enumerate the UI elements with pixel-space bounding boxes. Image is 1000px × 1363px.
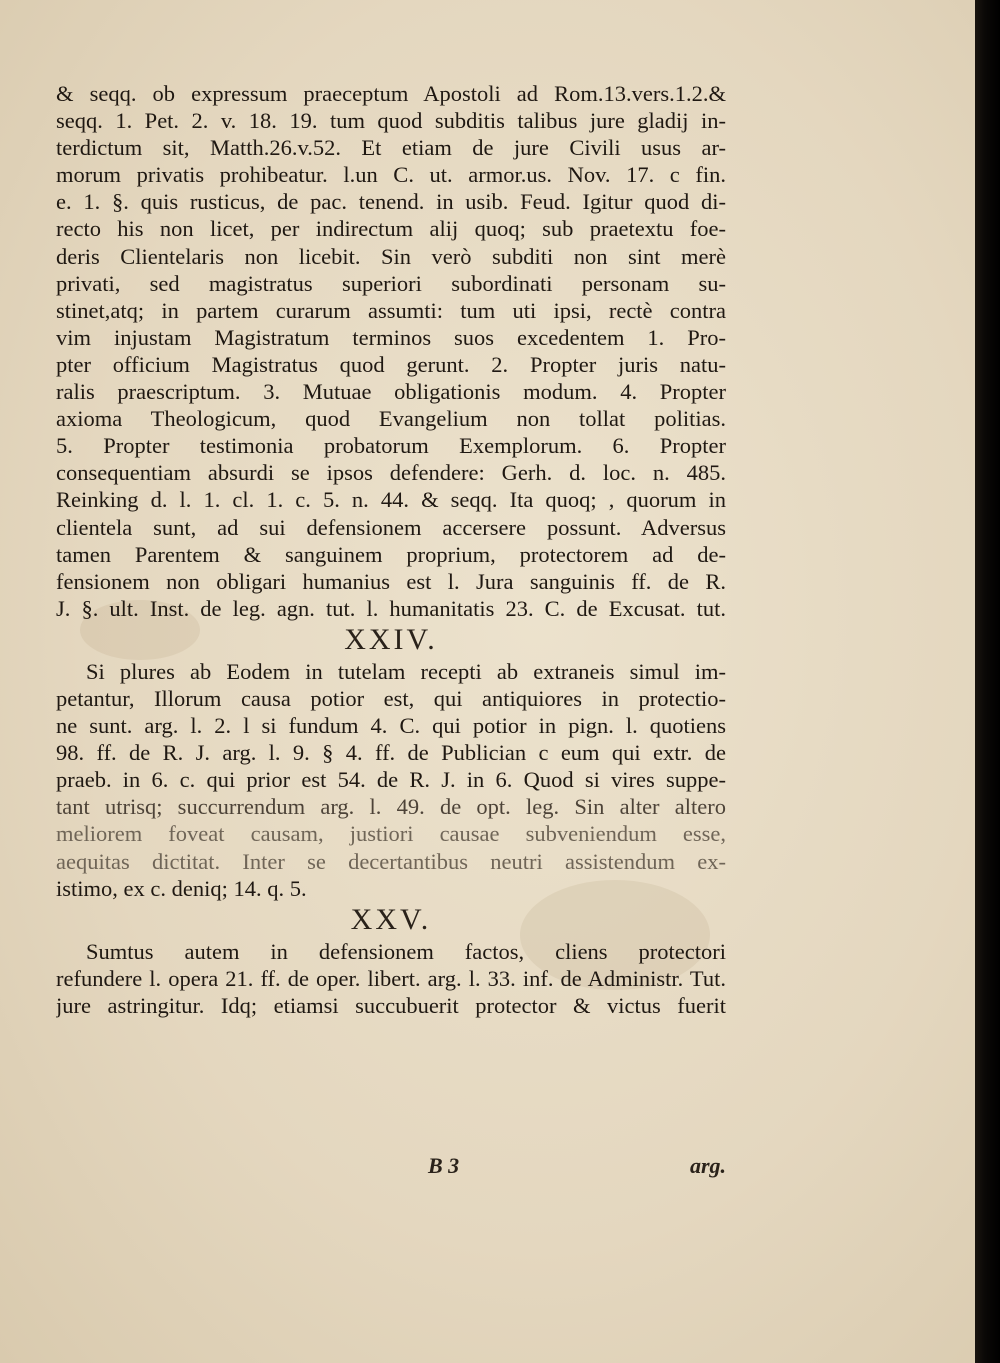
- text-line: consequentiam absurdi se ipsos defendere: Gerh. d. loc. n. 485.: [56, 460, 726, 486]
- book-gutter-edge: [975, 0, 1000, 1363]
- text-line: & seqq. ob expressum praeceptum Apostoli ad Rom.13.vers.1.2.&: [56, 81, 726, 106]
- text-line: istimo, ex c. deniq; 14. q. 5.: [56, 875, 307, 901]
- text-line: Reinking d. l. 1. cl. 1. c. 5. n. 44. & seqq. Ita quoq; , quorum in: [56, 487, 726, 513]
- section-2: [56, 622, 726, 902]
- text-line: refundere l. opera 21. ff. de oper. libert. arg. l. 33. inf. de Administr. Tut.: [56, 965, 726, 991]
- text-line: morum privatis prohibeatur. l.un C. ut. armor.us. Nov. 17. c fin.: [56, 162, 726, 188]
- text-line: jure astringitur. Idq; etiamsi succubuerit protector & victus fuerit: [56, 992, 726, 1018]
- text-line: ralis praescriptum. 3. Mutuae obligationis modum. 4. Propter: [56, 379, 726, 405]
- text-line: 98. ff. de R. J. arg. l. 9. § 4. ff. de Publician c eum qui extr. de: [56, 740, 726, 766]
- text-line: Sumtus autem in defensionem factos, cliens protectori: [86, 938, 726, 964]
- text-line: J. §. ult. Inst. de leg. agn. tut. l. humanitatis 23. C. de Excusat. tut.: [56, 595, 726, 621]
- text-line: terdictum sit, Matth.26.v.52. Et etiam de jure Civili usus ar-: [56, 135, 726, 161]
- section-1: [56, 80, 726, 622]
- section-heading: XXV.: [350, 902, 432, 936]
- text-line: e. 1. §. quis rusticus, de pac. tenend. in usib. Feud. Igitur quod di-: [56, 189, 726, 215]
- catchword: arg.: [689, 1153, 726, 1178]
- text-line: seqq. 1. Pet. 2. v. 18. 19. tum quod subditis talibus jure gladij in-: [56, 108, 726, 134]
- text-line: recto his non licet, per indirectum alij quoq; sub praetextu foe-: [56, 216, 726, 242]
- text-line: stinet,atq; in partem curarum assumti: tum uti ipsi, rectè contra: [56, 297, 726, 323]
- text-line: tamen Parentem & sanguinem proprium, protectorem ad de-: [56, 541, 726, 567]
- text-line: pter officium Magistratus quod gerunt. 2. Propter juris natu-: [56, 351, 726, 377]
- text-line: clientela sunt, ad sui defensionem accersere possunt. Adversus: [56, 514, 726, 540]
- text-line: deris Clientelaris non licebit. Sin verò subditi non sint merè: [56, 243, 726, 269]
- text-line: aequitas dictitat. Inter se decertantibus neutri assistendum ex-: [56, 848, 726, 874]
- text-line: privati, sed magistratus superiori subordinati personam su-: [56, 270, 726, 296]
- text-line: vim injustam Magistratum terminos suos excedentem 1. Pro-: [56, 324, 726, 350]
- text-line: 5. Propter testimonia probatorum Exemplorum. 6. Propter: [56, 433, 726, 459]
- text-line: Si plures ab Eodem in tutelam recepti ab extraneis simul im-: [86, 658, 726, 684]
- text-line: fensionem non obligari humanius est l. Jura sanguinis ff. de R.: [56, 568, 726, 594]
- text-line: petantur, Illorum causa potior est, qui antiquiores in protectio-: [56, 685, 726, 711]
- text-line: tant utrisq; succurrendum arg. l. 49. de opt. leg. Sin alter altero: [56, 794, 726, 820]
- signature-mark: B 3: [428, 1153, 460, 1178]
- page-footer: [56, 1153, 726, 1185]
- text-line: praeb. in 6. c. qui prior est 54. de R. J. in 6. Quod si vires suppe-: [56, 767, 726, 793]
- text-line: ne sunt. arg. l. 2. l si fundum 4. C. qui potior in pign. l. quotiens: [56, 713, 726, 739]
- text-line: axioma Theologicum, quod Evangelium non tollat politias.: [56, 406, 726, 432]
- text-line: meliorem foveat causam, justiori causae subveniendum esse,: [56, 821, 726, 847]
- section-3: [56, 902, 726, 1019]
- page-text: [56, 80, 726, 1019]
- section-heading: XXIV.: [344, 622, 438, 656]
